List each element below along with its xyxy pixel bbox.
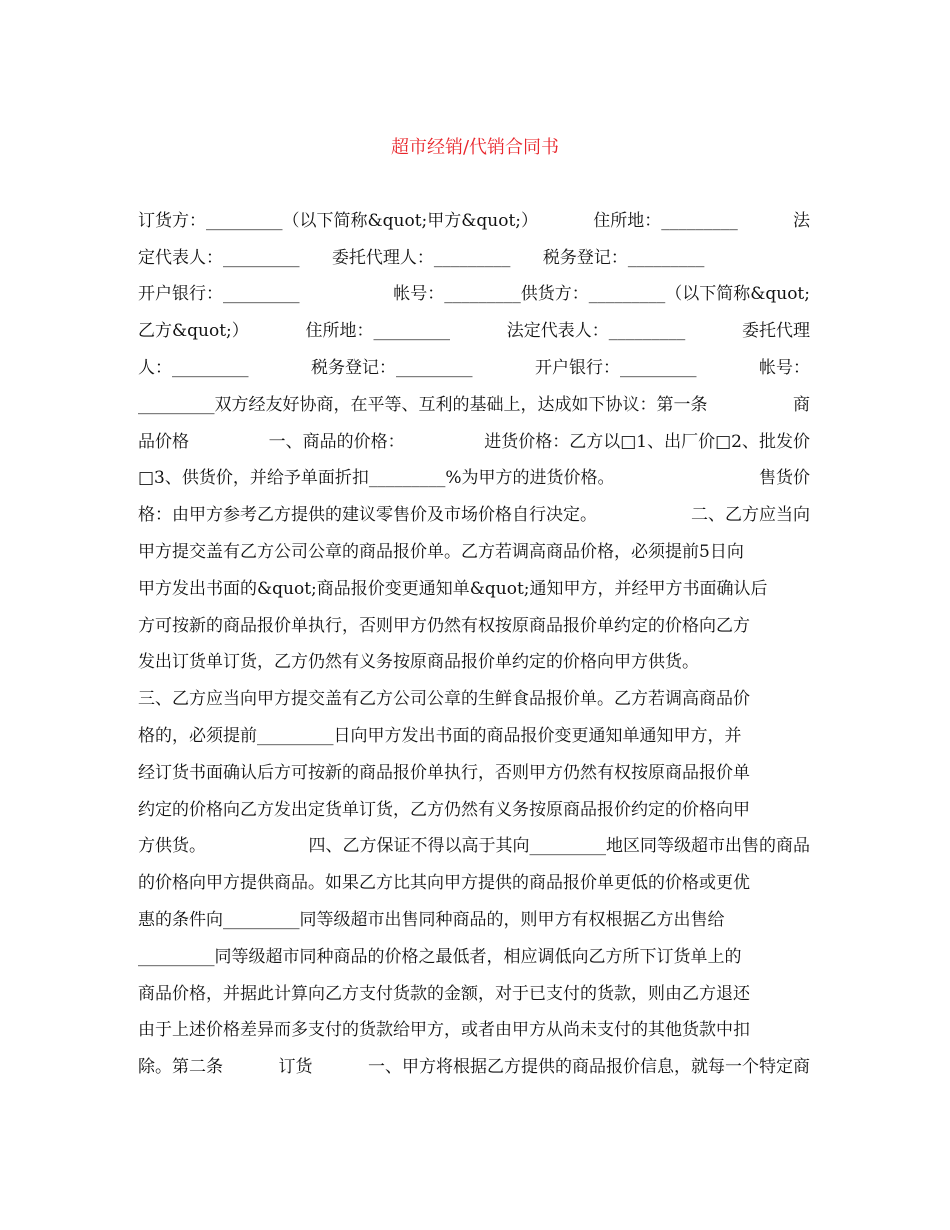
text-line — [138, 494, 810, 531]
text-line — [138, 715, 810, 752]
text-segment: 定代表人：_________ — [138, 247, 300, 268]
text-segment: 人：_________ — [138, 358, 249, 379]
text-segment: 商 — [793, 394, 810, 415]
text-segment: 格：由甲方参考乙方提供的建议零售价及市场价格自行决定。 — [138, 505, 597, 526]
text-segment: 法定代表人：_________ — [506, 321, 686, 342]
text-segment: 的价格向甲方提供商品。如果乙方比其向甲方提供的商品报价单更低的价格或更优 — [138, 873, 750, 894]
document-title: 超市经销/代销合同书 — [390, 137, 560, 158]
text-segment: 甲方发出书面的&quot;商品报价变更通知单&quot;通知甲方，并经甲方书面确认后 — [138, 578, 768, 599]
text-line — [138, 531, 810, 568]
text-segment: 帐号：_________供货方：_________（以下简称&quot; — [393, 284, 810, 305]
text-line — [138, 568, 810, 605]
text-line — [138, 200, 810, 237]
text-segment: 订货 — [278, 1057, 313, 1078]
text-segment: 售货价 — [759, 468, 810, 489]
text-segment: 方供货。 — [138, 836, 206, 857]
text-segment: 由于上述价格差异而多支付的货款给甲方，或者由甲方从尚未支付的其他货款中扣 — [138, 1020, 750, 1041]
text-line — [138, 899, 810, 936]
text-line — [138, 384, 810, 421]
text-segment: 方可按新的商品报价单执行，否则甲方仍然有权按原商品报价单约定的价格向乙方 — [138, 615, 750, 636]
text-segment: 税务登记：_________ — [311, 358, 473, 379]
text-line — [138, 605, 810, 642]
contract-body — [138, 200, 810, 1083]
text-segment: 除。第二条 — [138, 1057, 223, 1078]
text-segment: 约定的价格向乙方发出定货单订货，乙方仍然有义务按原商品报价约定的价格向甲 — [138, 799, 750, 820]
text-segment: 住所地：_________ — [305, 321, 450, 342]
text-segment: _________双方经友好协商，在平等、互利的基础上，达成如下协议：第一条 — [138, 394, 708, 415]
text-segment: 一、甲方将根据乙方提供的商品报价信息，就每一个特定商 — [368, 1057, 810, 1078]
text-line — [138, 973, 810, 1010]
text-line — [138, 458, 810, 495]
text-segment: 一、商品的价格： — [268, 431, 405, 452]
text-segment: 开户银行：_________ — [535, 358, 697, 379]
text-segment: 进货价格：乙方以□1、出厂价□2、批发价 — [484, 431, 810, 452]
text-segment: 四、乙方保证不得以高于其向_________地区同等级超市出售的商品 — [308, 836, 810, 857]
text-segment: 法 — [792, 210, 810, 231]
text-line — [138, 237, 810, 274]
text-segment: 税务登记：_________ — [510, 247, 705, 268]
text-line — [138, 310, 810, 347]
text-segment: 格的，必须提前_________日向甲方发出书面的商品报价变更通知单通知甲方，并 — [138, 726, 742, 747]
text-segment: 品价格 — [138, 431, 189, 452]
text-segment: 委托代理 — [741, 321, 810, 342]
text-segment: 住所地：_________ — [593, 210, 738, 231]
text-segment: 惠的条件向_________同等级超市出售同种商品的，则甲方有权根据乙方出售给 — [138, 910, 725, 931]
text-segment: 二、乙方应当向 — [691, 505, 810, 526]
text-line — [138, 1046, 810, 1083]
text-line — [138, 347, 810, 384]
text-line — [138, 678, 810, 715]
text-segment: 订货方：_________（以下简称&quot;甲方&quot;） — [138, 210, 539, 231]
text-segment: 帐号： — [759, 358, 810, 379]
text-segment: 商品价格，并据此计算向乙方支付货款的金额，对于已支付的货款，则由乙方退还 — [138, 983, 750, 1004]
text-line — [138, 1010, 810, 1047]
text-line — [138, 862, 810, 899]
text-segment: 经订货书面确认后方可按新的商品报价单执行，否则甲方仍然有权按原商品报价单 — [138, 762, 750, 783]
text-line — [138, 274, 810, 311]
text-segment: 委托代理人：_________ — [299, 247, 511, 268]
text-line — [138, 826, 810, 863]
text-segment: 发出订货单订货，乙方仍然有义务按原商品报价单约定的价格向甲方供货。 — [138, 652, 699, 673]
text-segment: 甲方提交盖有乙方公司公章的商品报价单。乙方若调高商品价格，必须提前5日向 — [138, 542, 744, 563]
text-segment: _________同等级超市同种商品的价格之最低者，相应调低向乙方所下订货单上的 — [138, 946, 742, 967]
text-line — [138, 936, 810, 973]
text-line — [138, 752, 810, 789]
text-segment: □3、供货价，并给予单面折扣_________%为甲方的进货价格。 — [138, 468, 615, 489]
text-line — [138, 642, 810, 679]
text-segment: 乙方&quot;） — [138, 321, 249, 342]
text-segment: 开户银行：_________ — [138, 284, 300, 305]
text-line — [138, 789, 810, 826]
text-line — [138, 421, 810, 458]
text-segment: 三、乙方应当向甲方提交盖有乙方公司公章的生鲜食品报价单。乙方若调高商品价 — [138, 689, 750, 710]
